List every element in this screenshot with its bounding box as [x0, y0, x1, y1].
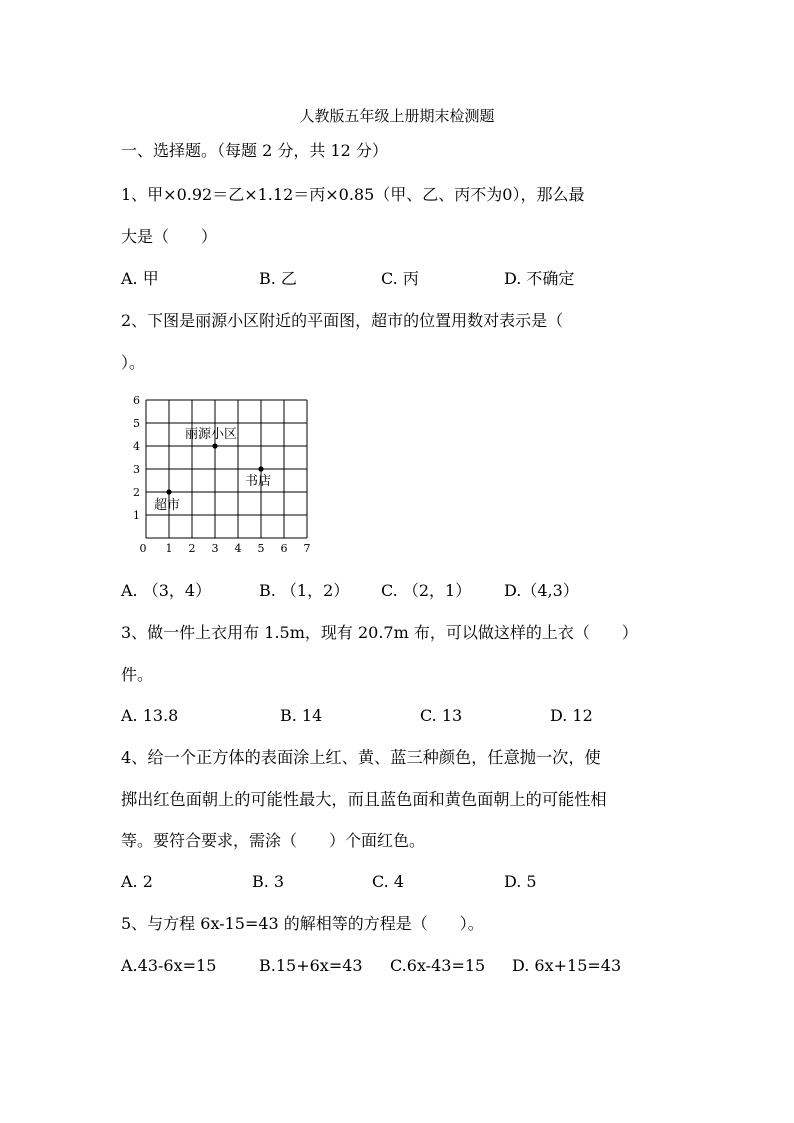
x-tick-label: 7 — [303, 542, 311, 555]
question-2-line-2: ）。 — [121, 353, 146, 372]
grid-points — [154, 427, 271, 513]
y-tick-label: 4 — [133, 440, 140, 453]
x-tick-label: 4 — [234, 542, 242, 555]
section-heading: 一、选择题。（每题 2 分，共 12 分） — [121, 141, 388, 160]
question-2-option-b: B. （1，2） — [259, 581, 350, 600]
x-tick-label: 6 — [280, 542, 288, 555]
y-tick-label: 3 — [133, 463, 140, 476]
y-tick-label: 5 — [133, 417, 140, 430]
question-2-line-1: 2、下图是丽源小区附近的平面图，超市的位置用数对表示是（ — [121, 311, 564, 330]
question-3-option-b: B. 14 — [280, 706, 323, 725]
question-1-option-c: C. 丙 — [381, 269, 419, 288]
question-3-option-c: C. 13 — [420, 706, 463, 725]
question-1-option-b: B. 乙 — [259, 269, 297, 288]
grid-point-label: 书店 — [245, 474, 272, 489]
question-2-option-d: D.（4,3） — [504, 581, 579, 600]
question-4-option-c: C. 4 — [372, 872, 405, 891]
grid-map — [128, 392, 318, 557]
question-1-line-1: 1、甲×0.92＝乙×1.12＝丙×0.85（甲、乙、丙不为0），那么最 — [121, 185, 585, 204]
grid-point-label: 丽源小区 — [185, 427, 238, 442]
question-5-option-d: D. 6x+15=43 — [512, 956, 622, 975]
question-3-line-1: 3、做一件上衣用布 1.5m，现有 20.7m 布，可以做这样的上衣（ ） — [121, 623, 638, 642]
grid-lines — [146, 400, 307, 538]
page-title: 人教版五年级上册期末检测题 — [299, 107, 495, 125]
y-tick-label: 6 — [133, 394, 140, 407]
grid-point-marker — [212, 443, 217, 448]
y-tick-label: 2 — [133, 486, 140, 499]
question-2-option-a: A. （3，4） — [121, 581, 212, 600]
x-tick-label: 3 — [211, 542, 219, 555]
question-4-option-d: D. 5 — [504, 872, 537, 891]
question-4-line-1: 4、给一个正方体的表面涂上红、黄、蓝三种颜色，任意抛一次，使 — [121, 748, 601, 767]
question-1-option-a: A. 甲 — [121, 269, 159, 288]
question-5-option-a: A.43-6x=15 — [121, 956, 217, 975]
question-1-option-d: D. 不确定 — [504, 269, 575, 288]
question-1-line-2: 大是（ ） — [121, 227, 218, 246]
grid-point-label: 超市 — [154, 498, 181, 513]
x-tick-label: 5 — [257, 542, 265, 555]
question-3-line-2: 件。 — [121, 665, 154, 684]
question-4-option-a: A. 2 — [121, 872, 153, 891]
question-3-option-a: A. 13.8 — [121, 706, 179, 725]
question-5-option-b: B.15+6x=43 — [259, 956, 363, 975]
y-tick-label: 1 — [133, 509, 140, 522]
question-2-option-c: C. （2，1） — [381, 581, 472, 600]
question-3-option-d: D. 12 — [550, 706, 593, 725]
grid-point-marker — [166, 489, 171, 494]
x-tick-label: 0 — [139, 542, 147, 555]
question-4-option-b: B. 3 — [252, 872, 285, 891]
question-4-line-2: 掷出红色面朝上的可能性最大，而且蓝色面和黄色面朝上的可能性相 — [121, 790, 607, 809]
x-tick-label: 2 — [188, 542, 196, 555]
x-tick-label: 1 — [165, 542, 173, 555]
grid-point-marker — [258, 466, 263, 471]
question-5-option-c: C.6x-43=15 — [390, 956, 486, 975]
question-5-line-1: 5、与方程 6x-15=43 的解相等的方程是（ ）。 — [121, 914, 484, 933]
question-4-line-3: 等。要符合要求，需涂（ ）个面红色。 — [121, 831, 426, 850]
